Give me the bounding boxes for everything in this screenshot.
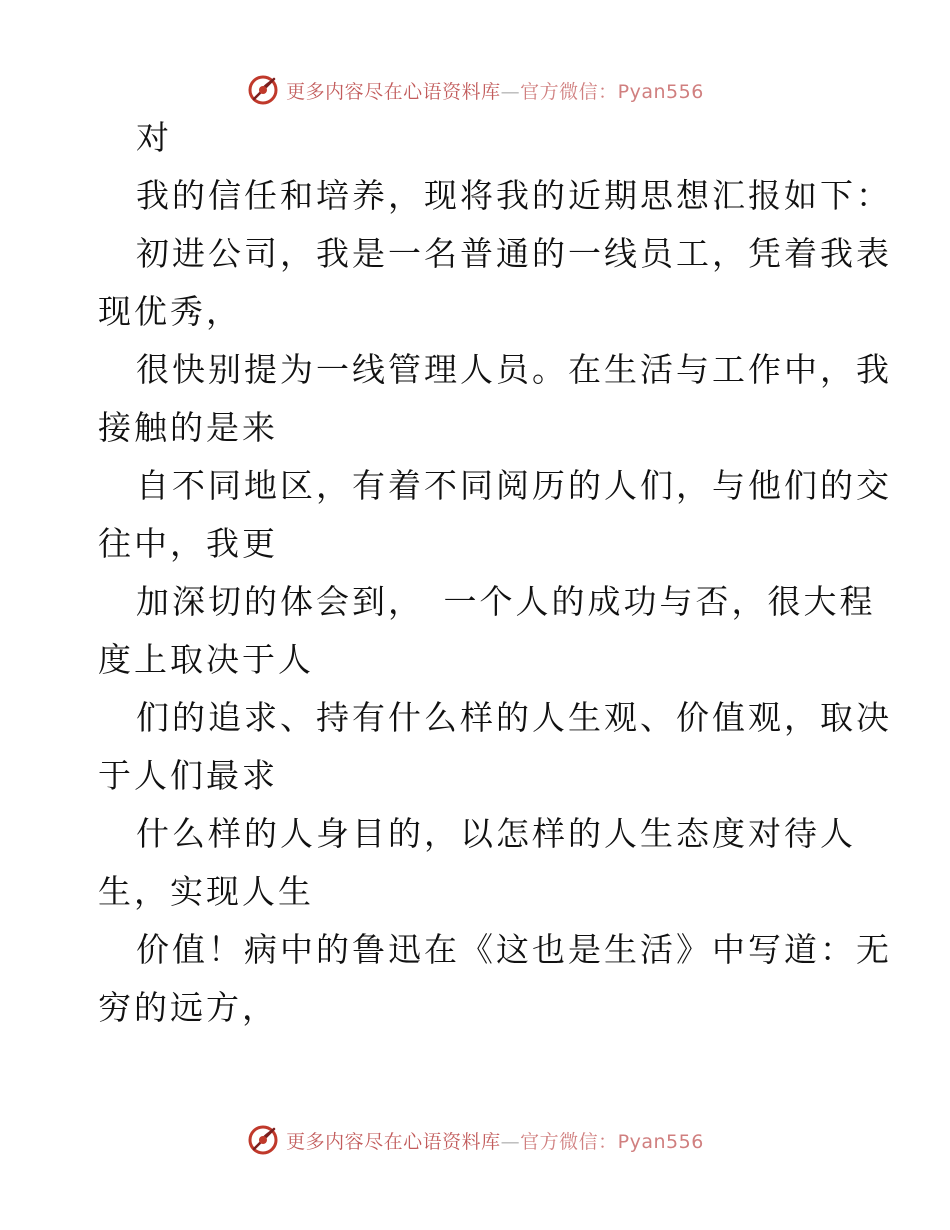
text-line: 现优秀， <box>98 292 242 331</box>
text-line: 什么样的人身目的，以怎样的人生态度对待人 <box>136 814 856 853</box>
text-line: 们的追求、持有什么样的人生观、价值观，取决 <box>136 698 892 737</box>
footer-watermark-text: 更多内容尽在心语资料库—官方微信：Pyan556 <box>286 1130 704 1153</box>
text-line: 穷的远方， <box>98 988 278 1027</box>
text-line: 初进公司，我是一名普通的一线员工，凭着我表 <box>136 234 892 273</box>
text-line: 自不同地区，有着不同阅历的人们，与他们的交 <box>136 466 892 505</box>
text-line: 往中，我更 <box>98 524 278 563</box>
header-watermark-text: 更多内容尽在心语资料库—官方微信：Pyan556 <box>286 80 704 103</box>
text-line: 加深切的体会到， 一个人的成功与否，很大程 <box>136 582 876 621</box>
text-line: 价值！病中的鲁迅在《这也是生活》中写道：无 <box>136 930 892 969</box>
text-line: 对 <box>136 118 172 157</box>
header-watermark <box>0 70 950 110</box>
quill-logo-icon <box>246 73 280 107</box>
footer-watermark <box>0 1120 950 1160</box>
text-line: 生，实现人生 <box>98 872 314 911</box>
quill-logo-icon <box>246 1123 280 1157</box>
text-line: 接触的是来 <box>98 408 278 447</box>
text-line: 很快别提为一线管理人员。在生活与工作中，我 <box>136 350 892 389</box>
text-line: 于人们最求 <box>98 756 278 795</box>
text-line: 度上取决于人 <box>98 640 314 679</box>
text-line: 我的信任和培养，现将我的近期思想汇报如下： <box>136 176 892 215</box>
